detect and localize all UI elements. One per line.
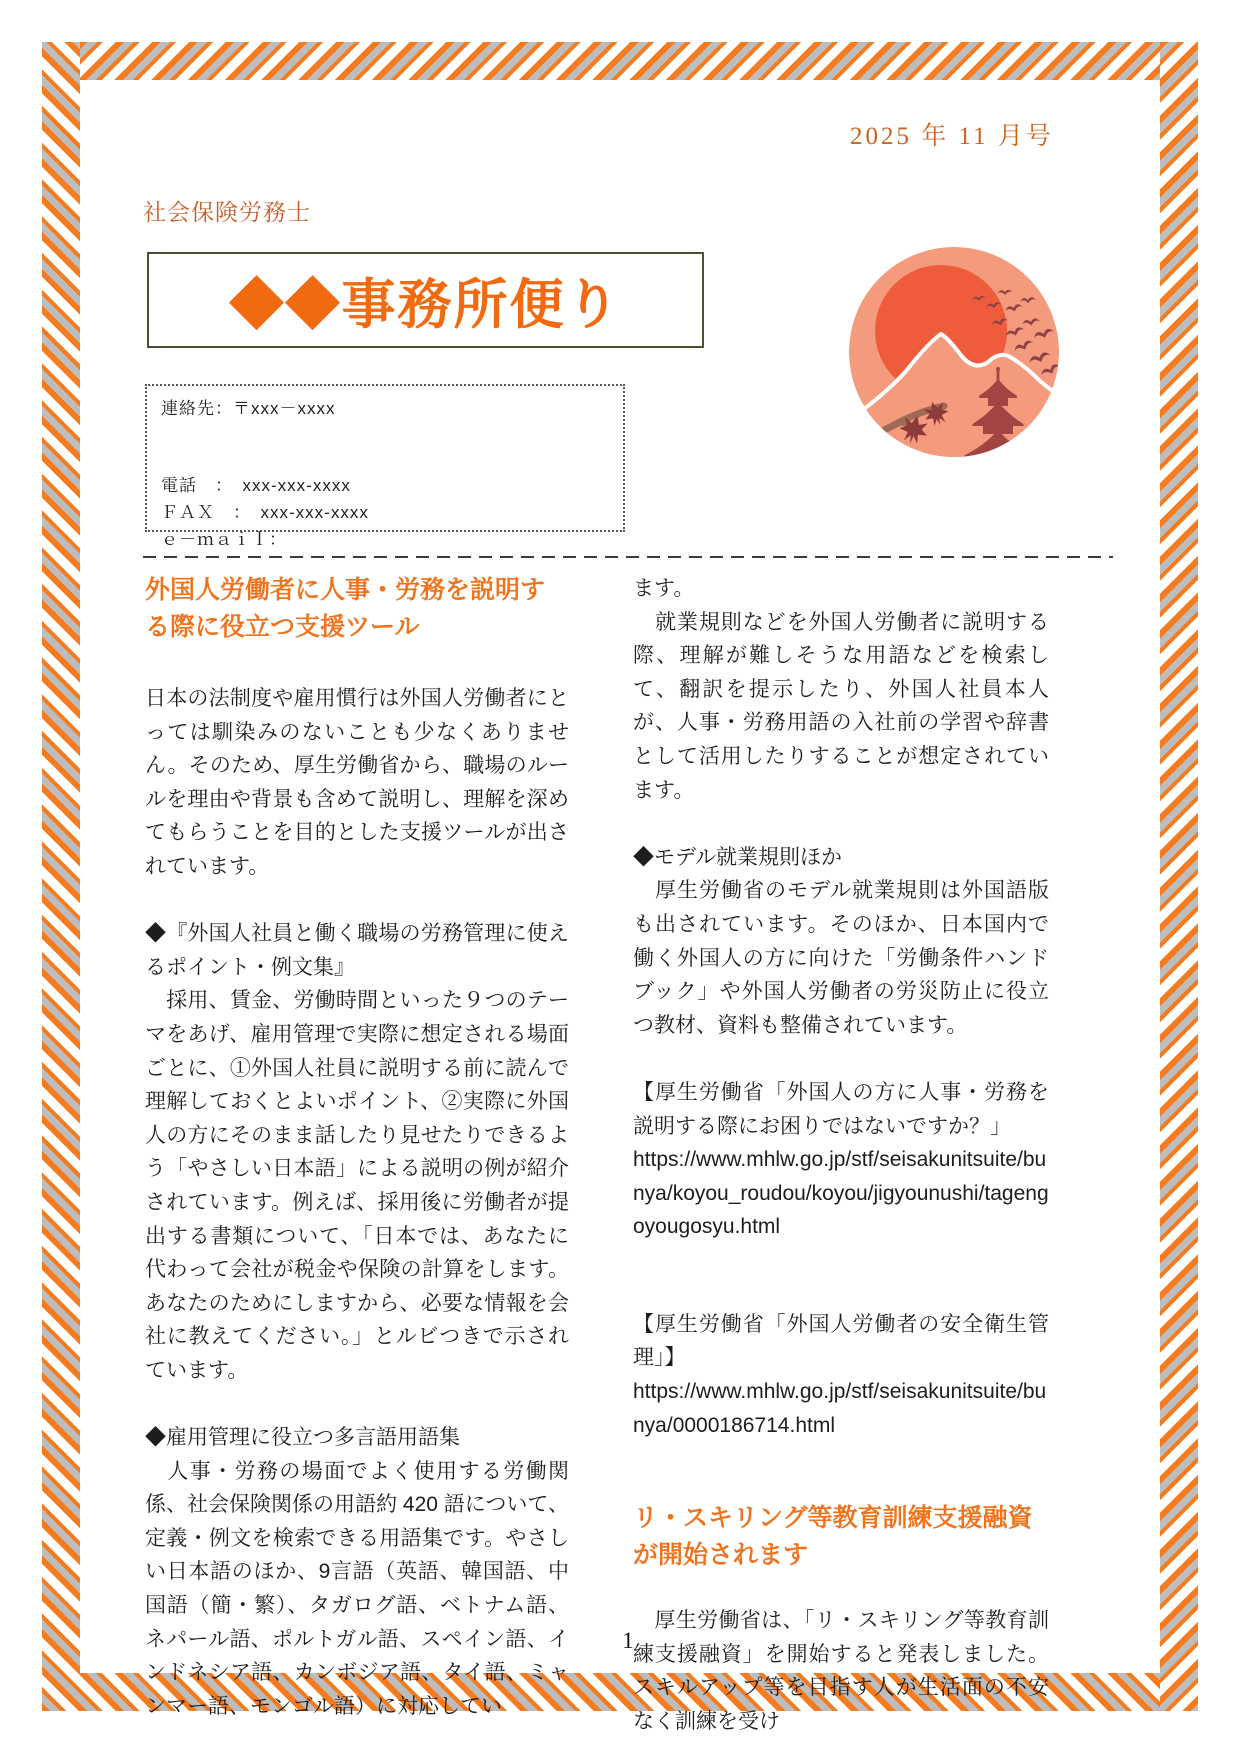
contact-email: ｅ－ｍａｉｌ： bbox=[161, 530, 287, 549]
article1-intro: 日本の法制度や雇用慣行は外国人労働者にとっては馴染みのないことも少なくありません。そのため、厚生労働省から、職場のルールを理由や背景も含めて説明し、理解を深めてもらうことを目的とした支援ツールが出されています。 bbox=[145, 687, 569, 878]
article1-section2-continuation: ます。 bbox=[633, 577, 695, 600]
article2-title: リ・スキリング等教育訓練支援融資が開始されます bbox=[633, 1504, 1033, 1570]
license-label: 社会保険労務士 bbox=[143, 200, 311, 225]
contact-phone: 電話 ： xxx-xxx-xxxx bbox=[161, 476, 351, 495]
article1-section3-heading: ◆モデル就業規則ほか bbox=[633, 845, 842, 869]
article1-section2-body2: 就業規則などを外国人労働者に説明する際、理解が難しそうな用語などを検索して、翻訳を提示したり、外国人社員本人が、人事・労務用語の入社前の学習や辞書として活用したりすることが想定されています。 bbox=[633, 610, 1049, 802]
right-column bbox=[633, 572, 1049, 1739]
autumn-sun-illustration bbox=[848, 243, 1062, 463]
reference1-label: 【厚生労働省「外国人の方に人事・労務を説明する際にお困りではないですか？」 bbox=[633, 1080, 1049, 1138]
article1-title: 外国人労働者に人事・労務を説明する際に役立つ支援ツール bbox=[145, 576, 546, 641]
left-column bbox=[145, 572, 569, 1723]
reference2-url: https://www.mhlw.go.jp/stf/seisakunitsuite/bunya/0000186714.html bbox=[633, 1380, 1047, 1437]
article1-section1-heading: ◆『外国人社員と働く職場の労務管理に使えるポイント・例文集』 bbox=[145, 922, 569, 979]
reference2-label: 【厚生労働省「外国人労働者の安全衛生管理」】 bbox=[633, 1312, 1049, 1370]
decorative-border-left bbox=[42, 42, 80, 1711]
page-number: 1 bbox=[622, 1628, 634, 1653]
contact-box bbox=[145, 384, 625, 549]
newsletter-title-box bbox=[147, 252, 704, 348]
article1-section3-body: 厚生労働省のモデル就業規則は外国語版も出されています。そのほか、日本国内で働く外国人の方に向けた「労働条件ハンドブック」や外国人労働者の労災防止に役立つ教材、資料も整備されています。 bbox=[633, 879, 1049, 1037]
reference1-url: https://www.mhlw.go.jp/stf/seisakunitsuite/bunya/koyou_roudou/koyou/jigyounushi/tagengoyougosyu.html bbox=[633, 1148, 1049, 1239]
article1-section2-heading: ◆雇用管理に役立つ多言語用語集 bbox=[145, 1426, 460, 1450]
article1-section1-body: 採用、賃金、労働時間といった９つのテーマをあげ、雇用管理で実際に想定される場面ごとに、①外国人社員に説明する前に読んで理解しておくとよいポイント、②実際に外国人の方にそのまま話したり見せたりできるよう「やさしい日本語」による説明の例が紹介されています。例えば、採用後に労働者が提出する書類について、「日本では、あなたに代わって会社が税金や保険の計算をします。あなたのためにしますから、必要な情報を会社に教えてください。」とルビつきで示されています。 bbox=[145, 989, 569, 1382]
dashed-separator bbox=[143, 556, 1113, 558]
contact-address: 連絡先：〒xxx－xxxx bbox=[161, 399, 336, 418]
decorative-border-right bbox=[1160, 42, 1198, 1711]
newsletter-title: ◆◆事務所便り bbox=[229, 274, 622, 335]
contact-fax: ＦＡＸ ： xxx-xxx-xxxx bbox=[161, 503, 369, 522]
decorative-border-top bbox=[42, 42, 1198, 80]
article1-section2-body: 人事・労務の場面でよく使用する労働関係、社会保険関係の用語約 420 語について、定義・例文を検索できる用語集です。やさしい日本語のほか、9言語（英語、韓国語、中国語（簡・繁）、タガログ語、ベトナム語、ネパール語、ポルトガル語、スペイン語、インドネシア語、カンボジア語、タイ語、ミャンマー語、モンゴル語）に対応してい bbox=[145, 1459, 569, 1718]
issue-date: 2025 年 11 月号 bbox=[850, 123, 1054, 150]
article2-body: 厚生労働省は、「リ・スキリング等教育訓練支援融資」を開始すると発表しました。スキルアップ等を目指す人が生活面の不安なく訓練を受け bbox=[633, 1609, 1049, 1734]
